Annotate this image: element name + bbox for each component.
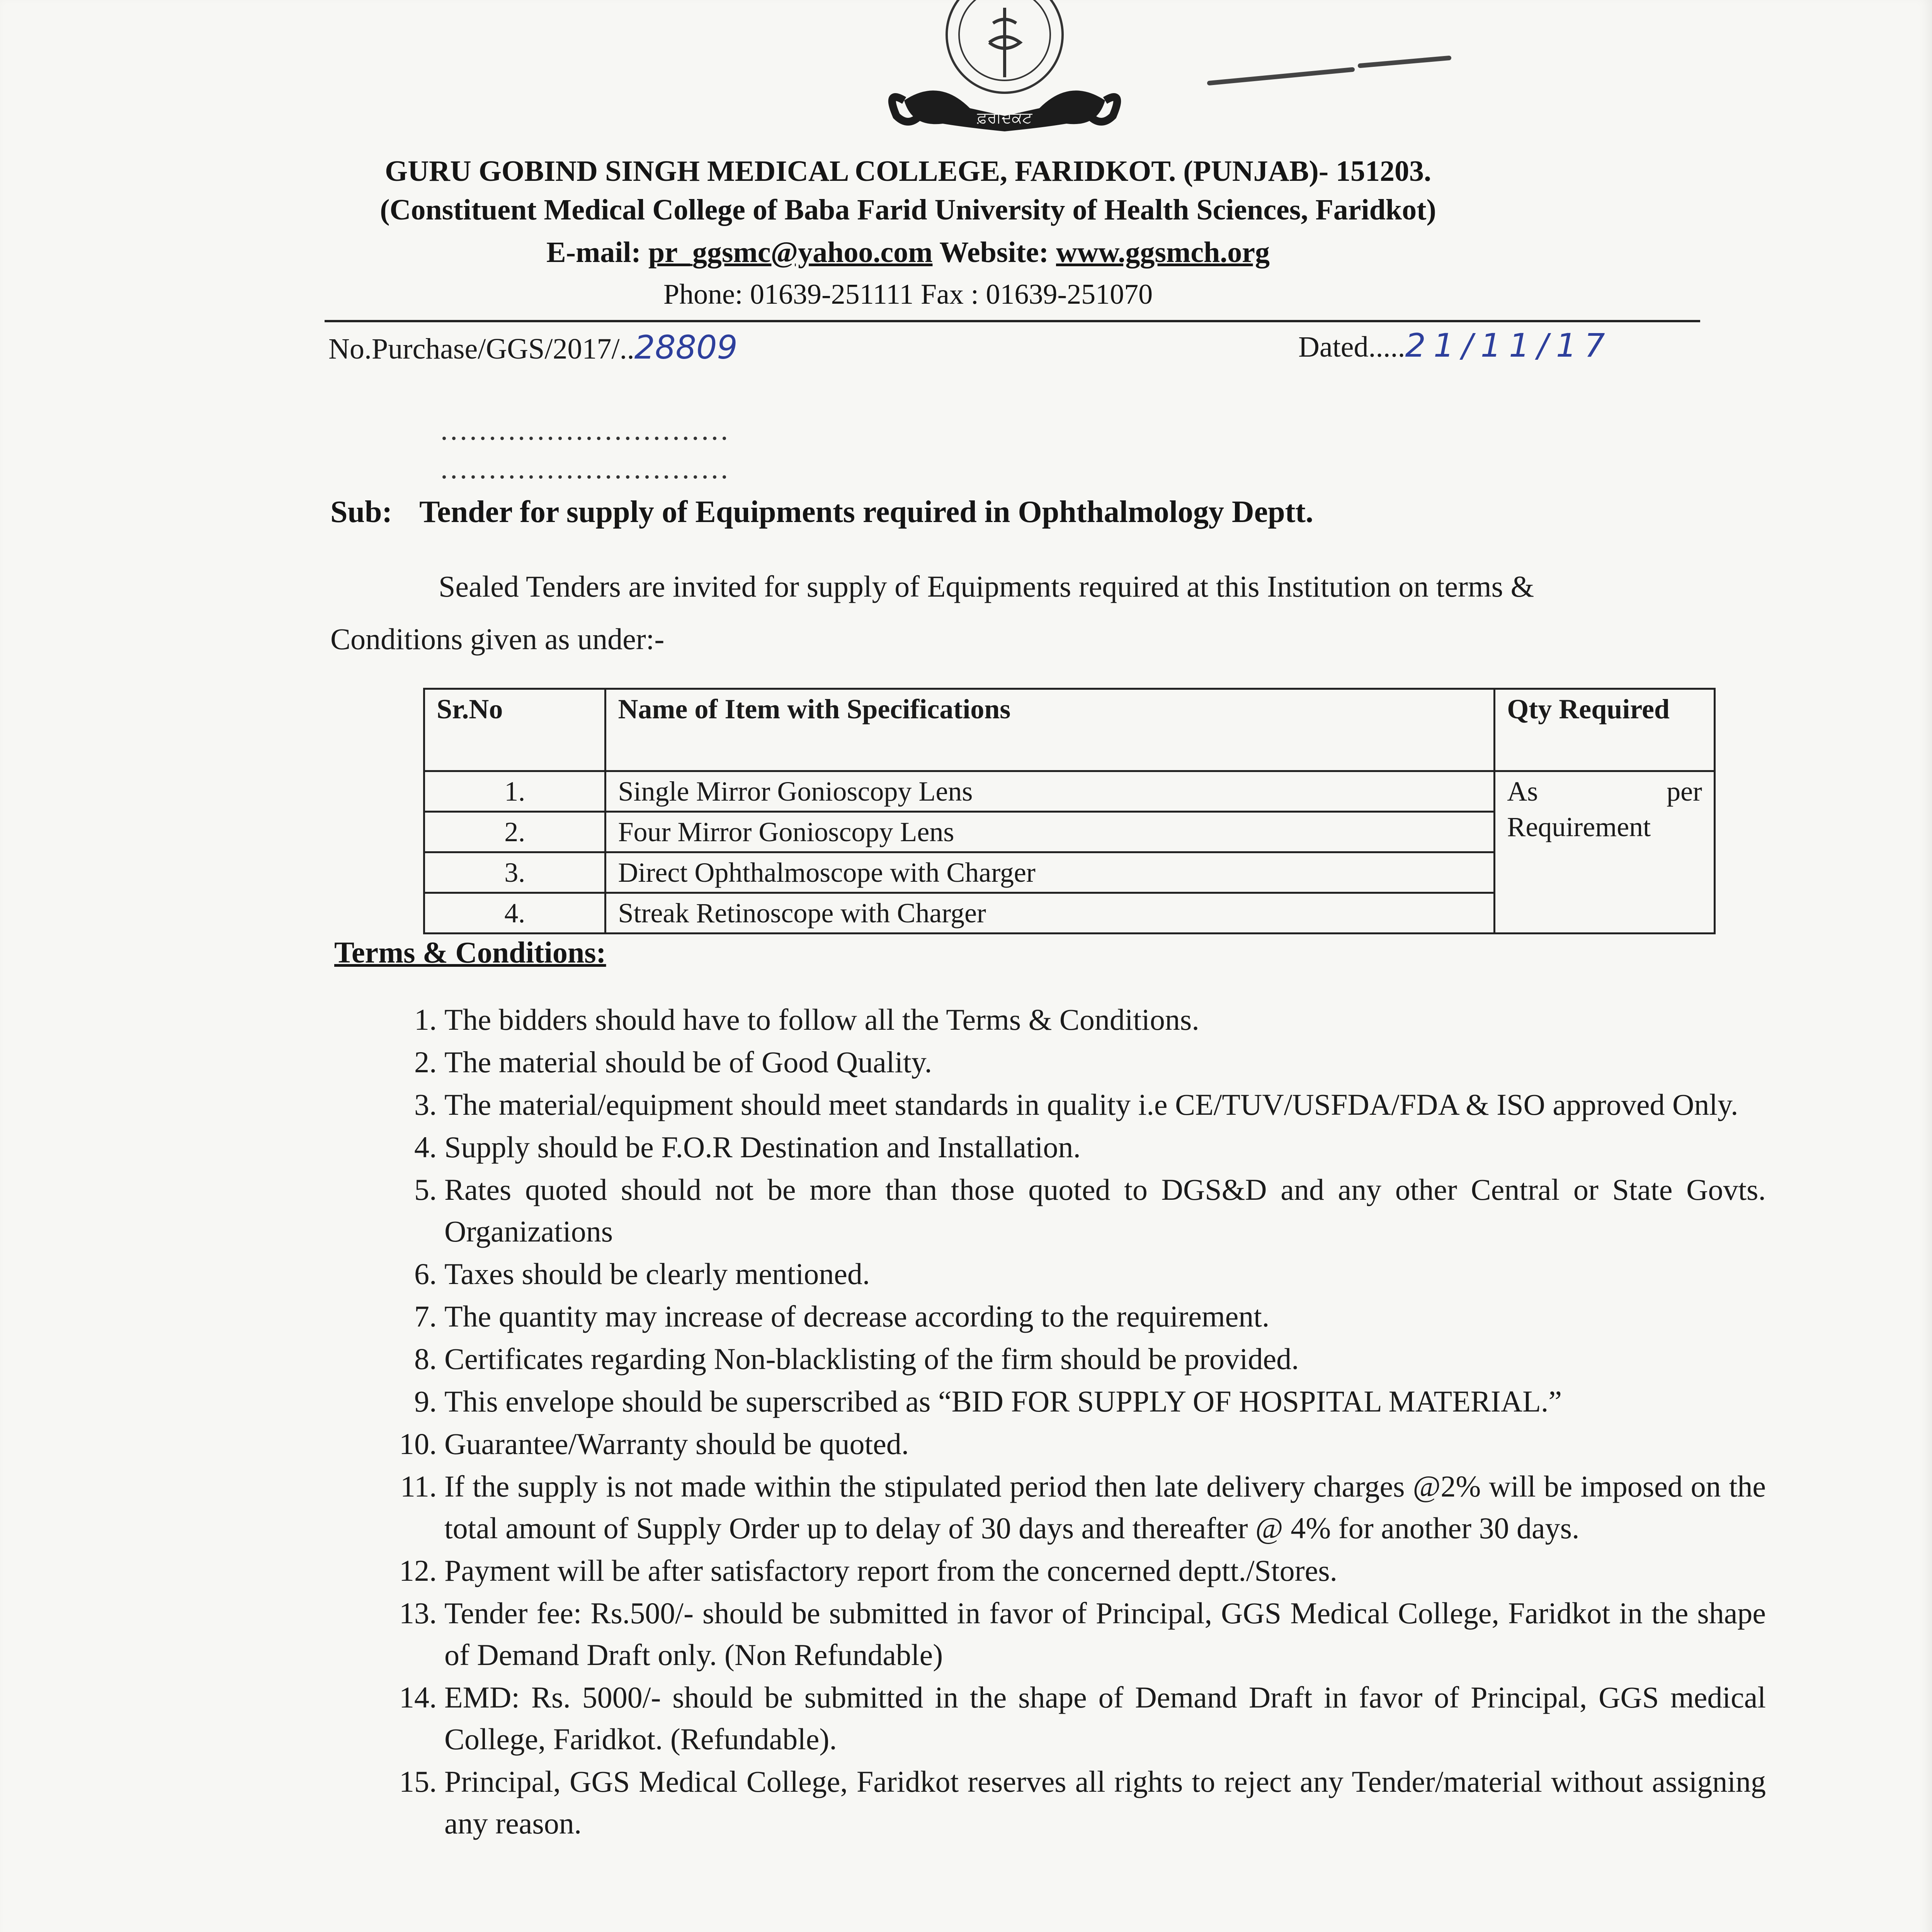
row-srno: 3. [424, 852, 605, 893]
row-item-name: Single Mirror Gonioscopy Lens [605, 771, 1495, 812]
date-handwritten: 21/11/17 [1405, 327, 1613, 364]
subject-text: Tender for supply of Equipments required in Ophthalmology Deptt. [419, 495, 1313, 529]
college-logo [881, 0, 1128, 147]
row-item-name: Direct Ophthalmoscope with Charger [605, 852, 1495, 893]
row-srno: 1. [424, 771, 605, 812]
website-label: Website: [939, 236, 1049, 269]
intro-paragraph [330, 560, 1652, 665]
term-item: 13. Tender fee: Rs.500/- should be submitted in favor of Principal, GGS Medical College, Faridkot in the shape of Demand Draft only. (Non Refundable) [444, 1592, 1766, 1676]
ref-prefix: No.Purchase/GGS/2017/.. [328, 333, 634, 365]
constituent-line: (Constituent Medical College of Baba Farid University of Health Sciences, Faridkot) [380, 194, 1436, 226]
row-srno: 4. [424, 893, 605, 934]
address-line-2: .............................. [440, 452, 730, 485]
term-item: 15. Principal, GGS Medical College, Faridkot reserves all rights to reject any Tender/material without assigning any reason. [444, 1761, 1766, 1844]
email-label: E-mail: [546, 236, 641, 269]
pen-mark [1206, 50, 1453, 89]
term-item: 3. The material/equipment should meet standards in quality i.e CE/TUV/USFDA/FDA & ISO approved Only. [444, 1084, 1766, 1126]
subject-line [330, 495, 1313, 530]
phone-fax: Phone: 01639-251111 Fax : 01639-251070 [663, 279, 1153, 310]
items-table [423, 688, 1716, 934]
row-srno: 2. [424, 812, 605, 852]
header-rule [325, 320, 1700, 322]
email-link[interactable]: pr_ggsmc@yahoo.com [648, 236, 933, 269]
term-item: 10. Guarantee/Warranty should be quoted. [444, 1423, 1766, 1465]
address-line-1: .............................. [440, 414, 730, 446]
subject-label: Sub: [330, 495, 393, 529]
term-item: 8. Certificates regarding Non-blacklisting of the firm should be provided. [444, 1338, 1766, 1380]
term-item: 9. This envelope should be superscribed as “BID FOR SUPPLY OF HOSPITAL MATERIAL.” [444, 1381, 1766, 1422]
term-item: 6. Taxes should be clearly mentioned. [444, 1253, 1766, 1295]
terms-heading: Terms & Conditions: [334, 935, 606, 969]
term-item: 7. The quantity may increase of decrease according to the requirement. [444, 1296, 1766, 1337]
college-name: GURU GOBIND SINGH MEDICAL COLLEGE, FARIDKOT. (PUNJAB)- 151203. [384, 155, 1432, 187]
dated-label: Dated..... [1298, 331, 1405, 363]
term-item: 14. EMD: Rs. 5000/- should be submitted in the shape of Demand Draft in favor of Principal, GGS medical College, Faridkot. (Refundable). [444, 1677, 1766, 1760]
table-header-row [424, 689, 1715, 771]
logo-ribbon-text: ਫ਼ਰੀਦਕੋਟ [977, 109, 1032, 127]
header-qty: Qty Required [1495, 689, 1715, 771]
contact-line [116, 236, 1700, 269]
header-srno: Sr.No [424, 689, 605, 771]
term-item: 5. Rates quoted should not be more than those quoted to DGS&D and any other Central or State Govts. Organizations [444, 1169, 1766, 1252]
website-link[interactable]: www.ggsmch.org [1056, 236, 1270, 269]
reference-number [328, 328, 738, 366]
ref-handwritten: 28809 [634, 328, 738, 366]
dated-field [1298, 327, 1613, 364]
header-item-name: Name of Item with Specifications [605, 689, 1495, 771]
term-item: 2. The material should be of Good Quality. [444, 1041, 1766, 1083]
row-item-name: Streak Retinoscope with Charger [605, 893, 1495, 934]
terms-list [386, 999, 1766, 1845]
term-item: 1. The bidders should have to follow all the Terms & Conditions. [444, 999, 1766, 1041]
term-item: 4. Supply should be F.O.R Destination and Installation. [444, 1126, 1766, 1168]
table-row [424, 771, 1715, 812]
intro-text: Sealed Tenders are invited for supply of Equipments required at this Institution on terms & Conditions given as under:- [330, 570, 1534, 656]
term-item: 12. Payment will be after satisfactory report from the concerned deptt./Stores. [444, 1550, 1766, 1592]
row-item-name: Four Mirror Gonioscopy Lens [605, 812, 1495, 852]
qty-cell: As per Requirement [1495, 771, 1715, 934]
term-item: 11. If the supply is not made within the stipulated period then late delivery charges @2% will be imposed on the total amount of Supply Order up to delay of 30 days and thereafter @ 4% for another 30 days. [444, 1466, 1766, 1549]
